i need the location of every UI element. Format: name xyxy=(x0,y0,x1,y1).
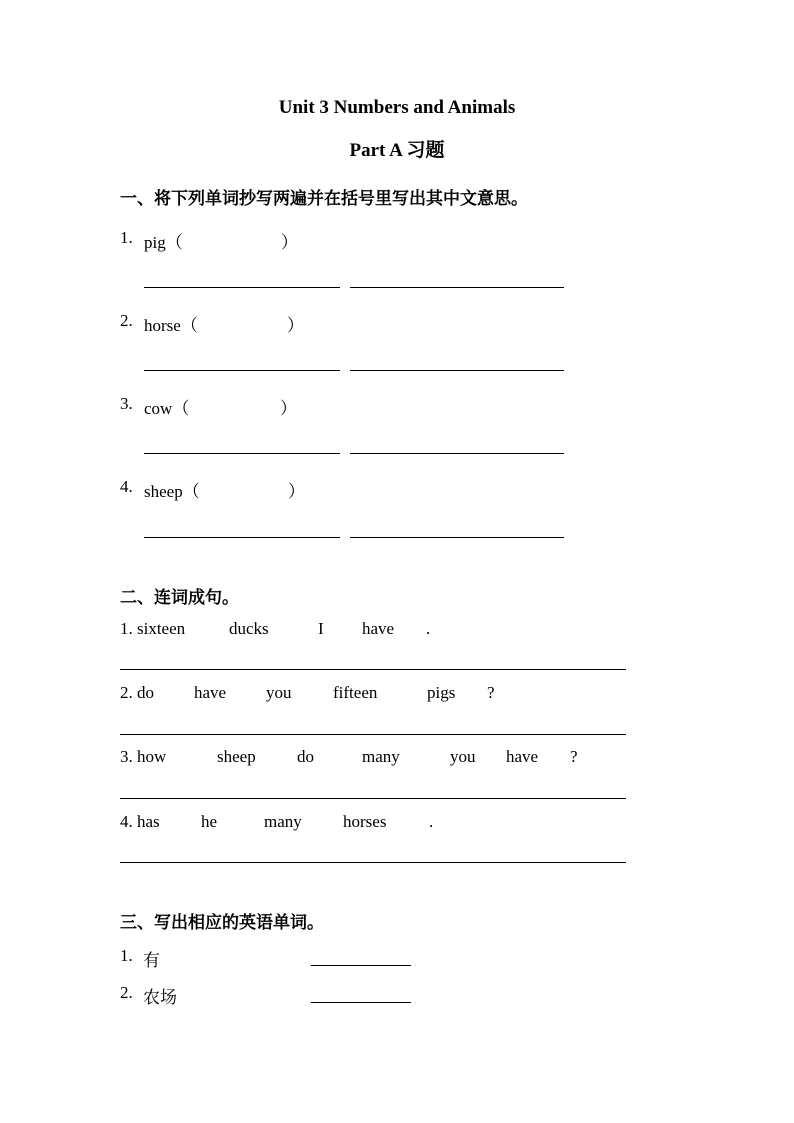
item-number: 4. xyxy=(120,477,133,496)
sentence-word: have xyxy=(194,683,227,702)
sentence-word: pigs xyxy=(427,683,456,702)
sentence-word: . xyxy=(426,619,431,638)
item-chinese-word: 农场 xyxy=(143,988,177,1008)
section1-heading: 一、将下列单词抄写两遍并在括号里写出其中文意思。 xyxy=(120,189,528,209)
sentence-word: fifteen xyxy=(333,683,378,702)
item-word: pig（ xyxy=(144,233,183,252)
sentence-word: ? xyxy=(570,747,578,766)
sentence-word: have xyxy=(506,747,539,766)
sentence-word: have xyxy=(362,619,395,638)
copy-line[interactable] xyxy=(144,453,340,454)
copy-line[interactable] xyxy=(144,287,340,288)
sentence-word: you xyxy=(450,747,476,766)
sentence-word: ? xyxy=(487,683,495,702)
item-word: sheep（ xyxy=(144,482,200,501)
sentence-word: he xyxy=(201,812,218,831)
sentence-word: I xyxy=(318,619,324,638)
sentence-word: 3. how xyxy=(120,747,167,766)
sentence-word: many xyxy=(362,747,400,766)
item-close-paren: ） xyxy=(280,399,297,418)
section2-heading: 二、连词成句。 xyxy=(120,588,239,608)
item-number: 3. xyxy=(120,394,133,413)
answer-line[interactable] xyxy=(120,862,626,863)
item-chinese-word: 有 xyxy=(143,951,160,971)
sentence-word: many xyxy=(264,812,302,831)
item-close-paren: ） xyxy=(288,482,305,501)
page-subtitle: Part A 习题 xyxy=(349,140,445,161)
sentence-word: . xyxy=(429,812,434,831)
item-close-paren: ） xyxy=(281,233,298,252)
item-word: horse（ xyxy=(144,316,198,335)
answer-blank[interactable] xyxy=(311,1002,411,1003)
item-close-paren: ） xyxy=(287,316,304,335)
sentence-word: ducks xyxy=(229,619,269,638)
sentence-word: 1. sixteen xyxy=(120,619,186,638)
item-number: 2. xyxy=(120,311,133,330)
answer-line[interactable] xyxy=(120,734,626,735)
page-title: Unit 3 Numbers and Animals xyxy=(278,97,516,118)
copy-line[interactable] xyxy=(350,370,564,371)
item-number: 2. xyxy=(120,983,133,1002)
copy-line[interactable] xyxy=(350,453,564,454)
section3-heading: 三、写出相应的英语单词。 xyxy=(120,913,324,933)
sentence-word: horses xyxy=(343,812,387,831)
item-word: cow（ xyxy=(144,399,190,418)
item-number: 1. xyxy=(120,946,133,965)
sentence-word: sheep xyxy=(217,747,256,766)
item-number: 1. xyxy=(120,228,133,247)
answer-line[interactable] xyxy=(120,669,626,670)
answer-line[interactable] xyxy=(120,798,626,799)
copy-line[interactable] xyxy=(144,370,340,371)
sentence-word: 2. do xyxy=(120,683,154,702)
copy-line[interactable] xyxy=(350,287,564,288)
sentence-word: 4. has xyxy=(120,812,160,831)
answer-blank[interactable] xyxy=(311,965,411,966)
sentence-word: you xyxy=(266,683,292,702)
copy-line[interactable] xyxy=(350,537,564,538)
sentence-word: do xyxy=(297,747,314,766)
copy-line[interactable] xyxy=(144,537,340,538)
